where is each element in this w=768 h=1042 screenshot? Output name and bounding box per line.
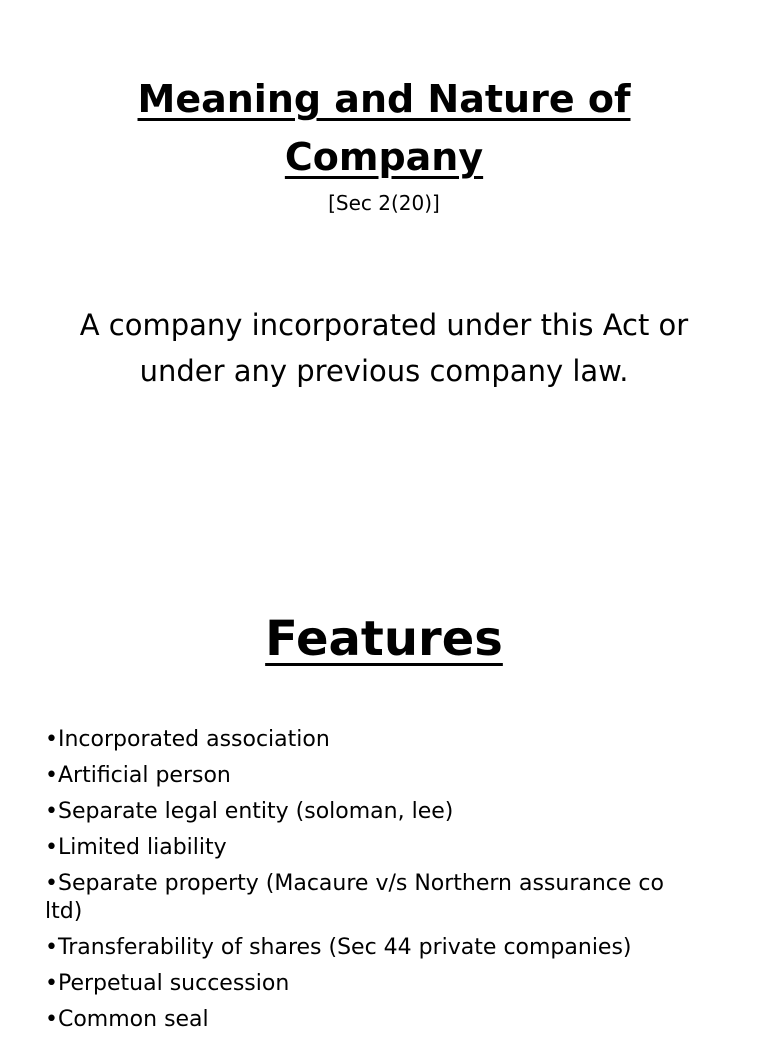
- list-item: [45, 798, 708, 826]
- page-title-line-2: Company: [284, 135, 484, 179]
- bullet-icon: •: [45, 971, 58, 996]
- bullet-icon: •: [45, 727, 58, 752]
- list-item-text: Common seal: [57, 1007, 209, 1032]
- list-item-text: Separate property (Macaure v/s Northern assurance co ltd): [45, 871, 664, 924]
- features-list: [0, 726, 768, 1042]
- list-item: [45, 1006, 708, 1034]
- page-title: [0, 70, 768, 186]
- bullet-icon: •: [45, 871, 58, 896]
- slide-title-block: [0, 70, 768, 216]
- list-item: [45, 970, 708, 998]
- list-item: [45, 726, 708, 754]
- features-heading: Features: [265, 611, 503, 667]
- definition-text: A company incorporated under this Act or under any previous company law.: [79, 308, 689, 388]
- bullet-icon: •: [45, 835, 58, 860]
- bullet-icon: •: [45, 1007, 58, 1032]
- bullet-icon: •: [45, 799, 58, 824]
- page-title-line-1: Meaning and Nature of: [137, 77, 631, 121]
- list-item: [45, 934, 708, 962]
- list-item-text: Artificial person: [57, 763, 231, 788]
- list-item-text: Transferability of shares (Sec 44 private companies): [57, 935, 632, 960]
- section-reference: [Sec 2(20)]: [328, 191, 440, 215]
- list-item-text: Perpetual succession: [57, 971, 290, 996]
- bullet-icon: •: [45, 935, 58, 960]
- list-item: [45, 834, 708, 862]
- list-item-text: Separate legal entity (soloman, lee): [57, 799, 454, 824]
- bullet-icon: •: [45, 763, 58, 788]
- list-item-text: Incorporated association: [57, 727, 330, 752]
- list-item-text: Limited liability: [57, 835, 227, 860]
- list-item: [45, 762, 708, 790]
- list-item: [45, 870, 708, 926]
